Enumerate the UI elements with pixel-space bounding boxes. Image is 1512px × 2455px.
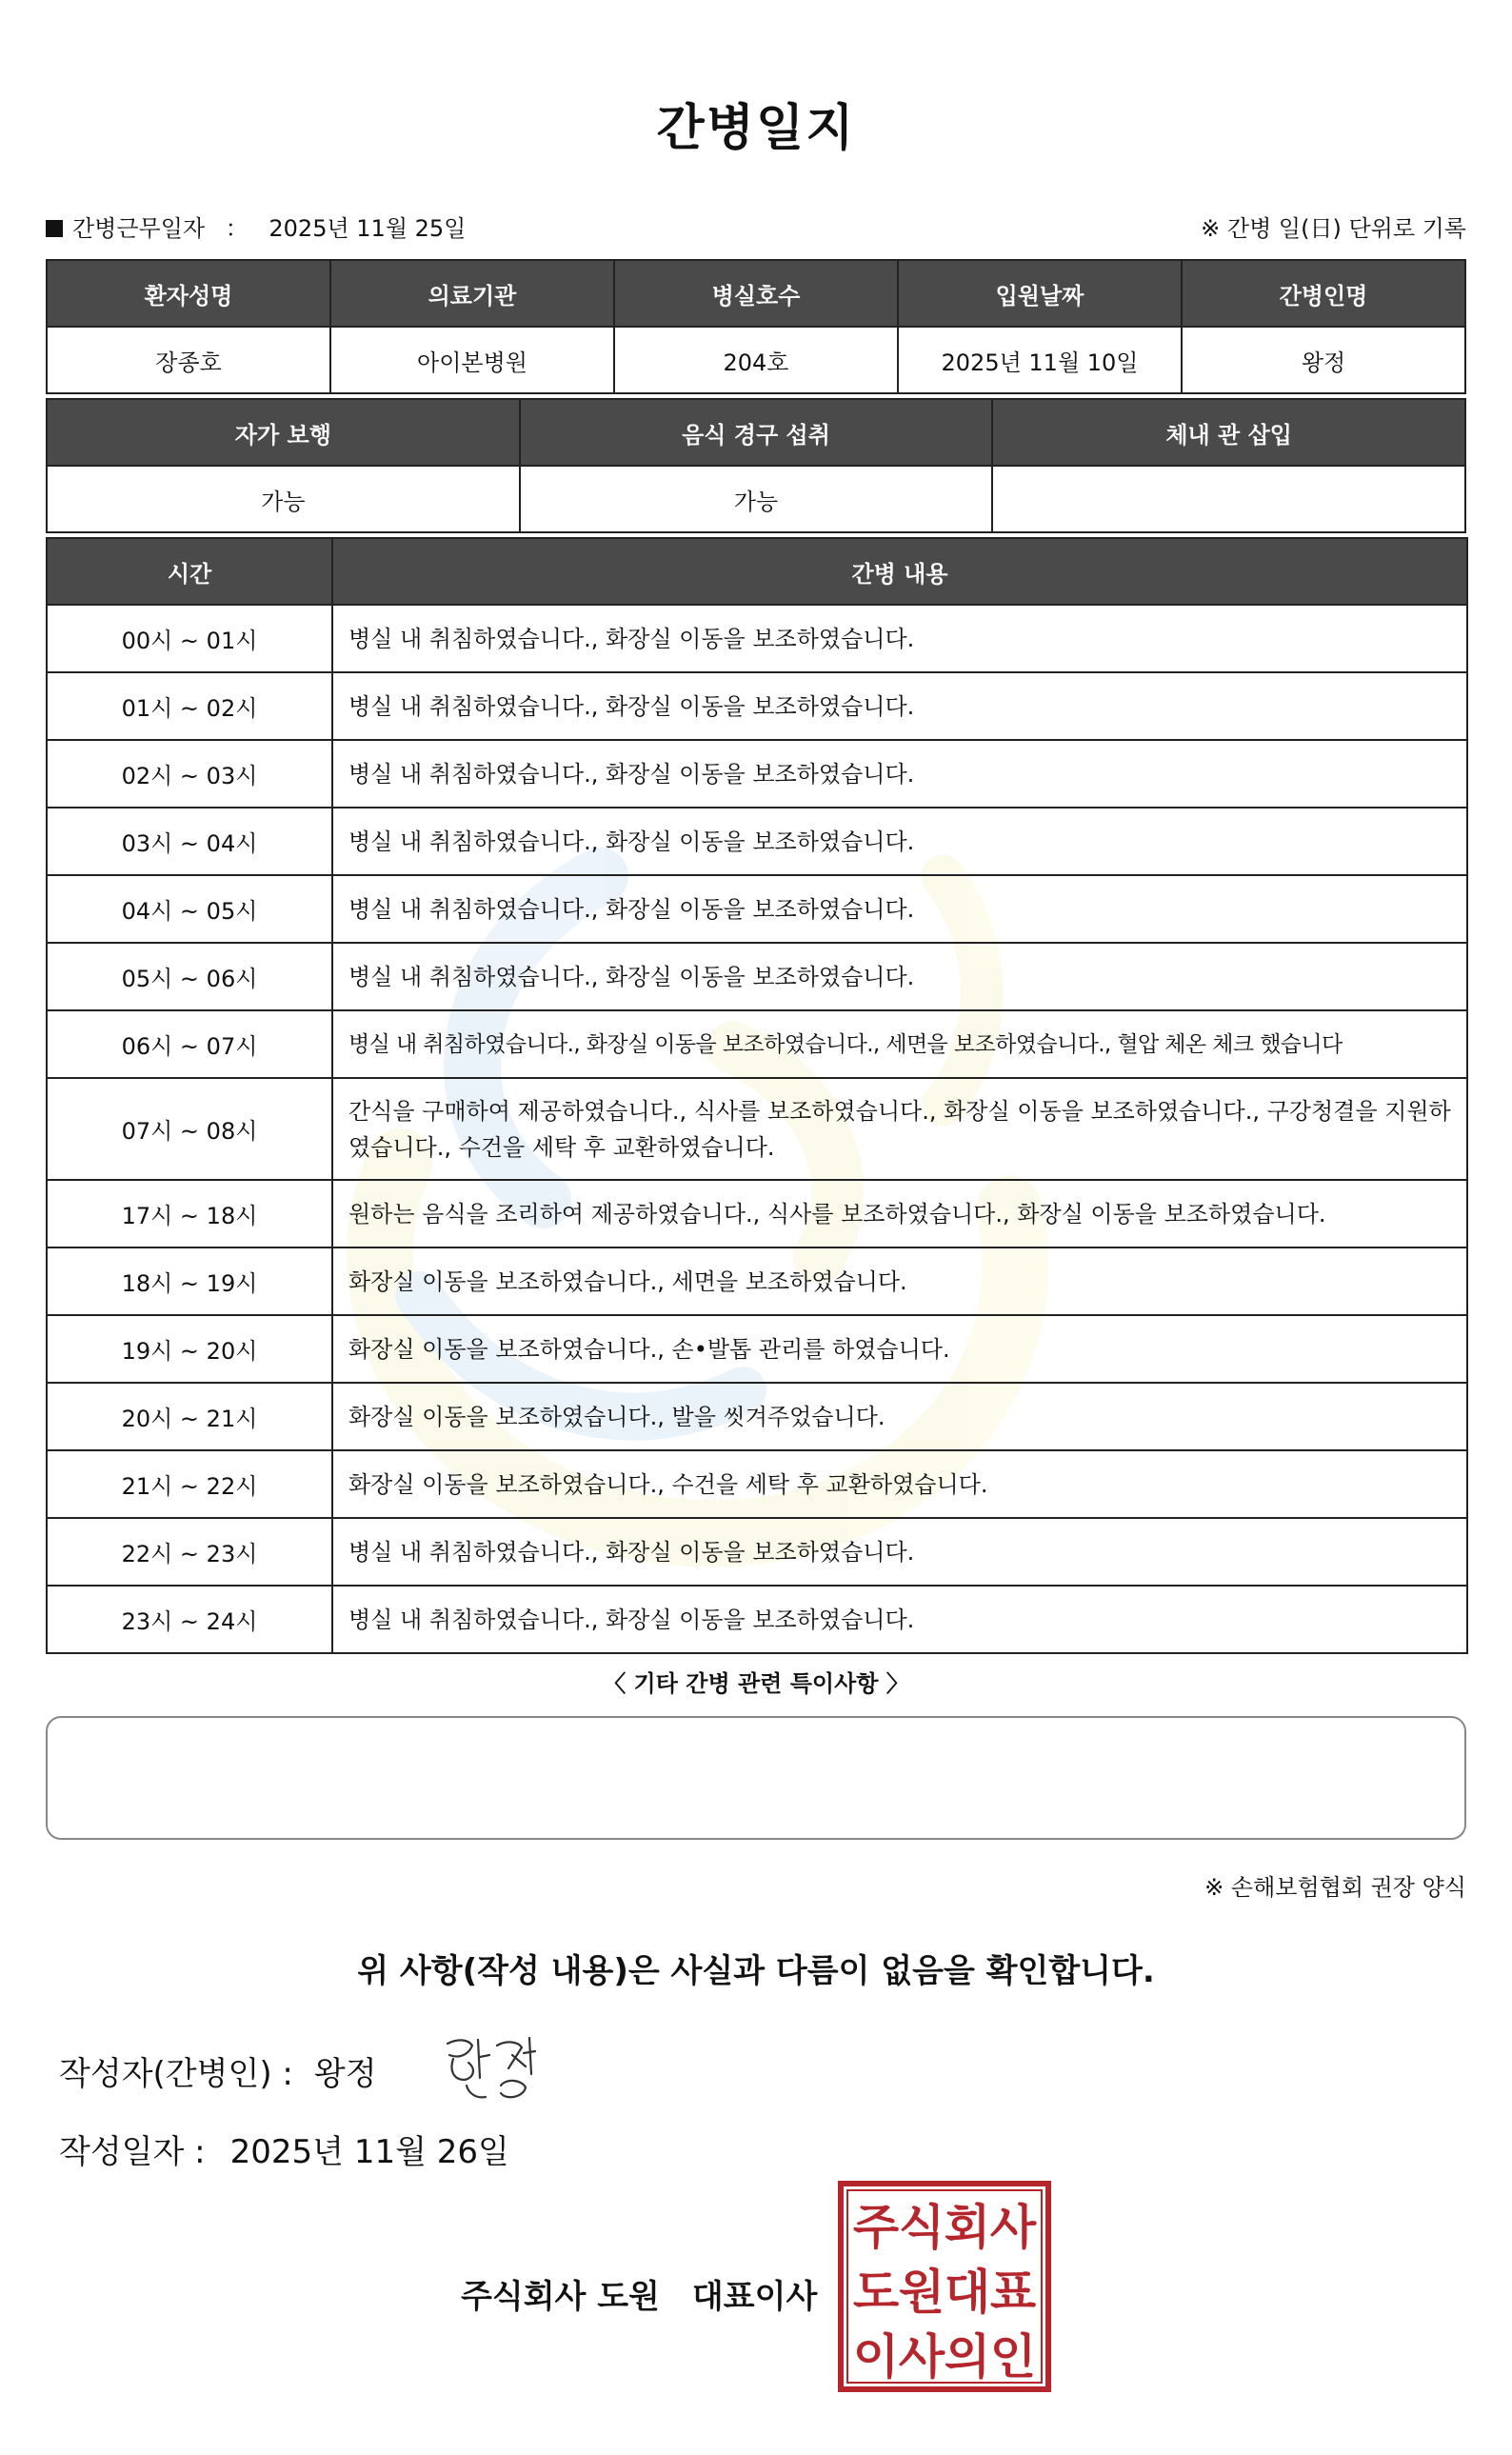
content-cell: 병실 내 취침하였습니다., 화장실 이동을 보조하였습니다.	[332, 1586, 1467, 1653]
table-row	[47, 1586, 1467, 1653]
table-row	[47, 875, 1467, 943]
table-row	[47, 808, 1467, 875]
content-cell: 병실 내 취침하였습니다., 화장실 이동을 보조하였습니다.	[332, 808, 1467, 875]
content-cell: 원하는 음식을 조리하여 제공하였습니다., 식사를 보조하였습니다., 화장실 이동을 보조하였습니다.	[332, 1180, 1467, 1247]
patient-status-table	[46, 398, 1466, 533]
svg-text:원: 원	[898, 2265, 945, 2320]
time-cell: 20시 ~ 21시	[47, 1383, 332, 1450]
header-hospital: 의료기관	[330, 260, 614, 327]
page-title: 간병일지	[656, 100, 856, 157]
header-oral-intake: 음식 경구 섭취	[520, 399, 993, 466]
table-row	[47, 1078, 1467, 1180]
written-date-value: 2025년 11월 26일	[229, 2133, 509, 2171]
patient-name: 장종호	[47, 327, 330, 393]
time-cell: 21시 ~ 22시	[47, 1450, 332, 1518]
time-cell: 07시 ~ 08시	[47, 1078, 332, 1180]
time-cell: 01시 ~ 02시	[47, 672, 332, 740]
content-cell: 병실 내 취침하였습니다., 화장실 이동을 보조하였습니다.	[332, 1518, 1467, 1586]
table-row	[47, 605, 1467, 672]
written-date-label: 작성일자 :	[59, 2133, 206, 2171]
time-cell: 18시 ~ 19시	[47, 1247, 332, 1315]
svg-text:의: 의	[944, 2329, 991, 2385]
content-cell: 병실 내 취침하였습니다., 화장실 이동을 보조하였습니다.	[332, 672, 1467, 740]
time-cell: 19시 ~ 20시	[47, 1315, 332, 1383]
content-cell: 간식을 구매하여 제공하였습니다., 식사를 보조하였습니다., 화장실 이동을 보조하였습니다., 구강청결을 지원하였습니다., 수건을 세탁 후 교환하였습니다.	[332, 1078, 1467, 1180]
patient-info-table	[46, 259, 1466, 394]
writer-line	[59, 2047, 377, 2094]
table-row	[47, 1450, 1467, 1518]
time-cell: 03시 ~ 04시	[47, 808, 332, 875]
content-cell: 병실 내 취침하였습니다., 화장실 이동을 보조하였습니다.	[332, 943, 1467, 1010]
time-cell: 17시 ~ 18시	[47, 1180, 332, 1247]
notes-box	[46, 1716, 1466, 1840]
svg-text:식: 식	[898, 2200, 945, 2255]
meta-row	[46, 210, 1466, 244]
content-cell: 병실 내 취침하였습니다., 화장실 이동을 보조하였습니다.	[332, 605, 1467, 672]
svg-text:주: 주	[852, 2200, 900, 2255]
svg-text:사: 사	[898, 2329, 945, 2385]
table-row	[47, 740, 1467, 808]
header-admission-date: 입원날짜	[898, 260, 1182, 327]
confirmation-statement: 위 사항(작성 내용)은 사실과 다름이 없음을 확인합니다.	[357, 1952, 1155, 1990]
header-room: 병실호수	[614, 260, 898, 327]
table-row	[47, 672, 1467, 740]
content-cell: 화장실 이동을 보조하였습니다., 손•발톱 관리를 하였습니다.	[332, 1315, 1467, 1383]
content-cell: 병실 내 취침하였습니다., 화장실 이동을 보조하였습니다., 세면을 보조하였습니다., 혈압 체온 체크 했습니다	[332, 1010, 1467, 1078]
header-tube-insertion: 체내 관 삽입	[992, 399, 1465, 466]
time-cell: 22시 ~ 23시	[47, 1518, 332, 1586]
oral-intake-status: 가능	[520, 466, 993, 532]
svg-text:이: 이	[852, 2329, 900, 2385]
writer-label: 작성자(간병인) :	[59, 2055, 293, 2093]
form-source-note: ※ 손해보험협회 권장 양식	[1204, 1874, 1466, 1901]
header-time: 시간	[47, 538, 332, 605]
time-cell: 23시 ~ 24시	[47, 1586, 332, 1653]
table-row	[47, 1383, 1467, 1450]
written-date-line	[59, 2126, 509, 2172]
time-cell: 02시 ~ 03시	[47, 740, 332, 808]
table-row	[47, 1315, 1467, 1383]
caregiver-name: 왕정	[1182, 327, 1465, 393]
time-cell: 06시 ~ 07시	[47, 1010, 332, 1078]
company-line	[461, 2270, 817, 2317]
tube-insertion-status	[992, 466, 1465, 532]
handwritten-signature	[440, 2030, 543, 2106]
content-cell: 화장실 이동을 보조하였습니다., 발을 씻겨주었습니다.	[332, 1383, 1467, 1450]
walking-status: 가능	[47, 466, 520, 532]
svg-text:표: 표	[989, 2265, 1037, 2320]
work-date-value: 2025년 11월 25일	[269, 215, 467, 242]
content-cell: 화장실 이동을 보조하였습니다., 수건을 세탁 후 교환하였습니다.	[332, 1450, 1467, 1518]
notes-title: 〈 기타 간병 관련 특이사항 〉	[603, 1670, 909, 1697]
unit-note: ※ 간병 일(日) 단위로 기록	[1201, 215, 1466, 242]
svg-text:대: 대	[944, 2265, 991, 2320]
company-seal	[838, 2181, 1051, 2392]
svg-text:도: 도	[852, 2265, 900, 2320]
hospital-name: 아이본병원	[330, 327, 614, 393]
content-cell: 화장실 이동을 보조하였습니다., 세면을 보조하였습니다.	[332, 1247, 1467, 1315]
table-row	[47, 1010, 1467, 1078]
time-cell: 04시 ~ 05시	[47, 875, 332, 943]
header-patient-name: 환자성명	[47, 260, 330, 327]
care-log-table	[46, 537, 1468, 1654]
content-cell: 병실 내 취침하였습니다., 화장실 이동을 보조하였습니다.	[332, 740, 1467, 808]
svg-text:인: 인	[989, 2329, 1037, 2385]
content-cell: 병실 내 취침하였습니다., 화장실 이동을 보조하였습니다.	[332, 875, 1467, 943]
writer-name: 왕정	[313, 2055, 377, 2093]
time-cell: 00시 ~ 01시	[47, 605, 332, 672]
header-caregiver-name: 간병인명	[1182, 260, 1465, 327]
square-bullet-icon	[46, 220, 63, 237]
work-date-separator: ：	[225, 215, 249, 242]
admission-date: 2025년 11월 10일	[898, 327, 1182, 393]
representative-title: 대표이사	[691, 2278, 818, 2316]
time-cell: 05시 ~ 06시	[47, 943, 332, 1010]
company-name: 주식회사 도원	[461, 2278, 660, 2316]
table-row	[47, 1180, 1467, 1247]
svg-text:사: 사	[989, 2200, 1037, 2255]
room-number: 204호	[614, 327, 898, 393]
table-row	[47, 1518, 1467, 1586]
header-care-content: 간병 내용	[332, 538, 1467, 605]
table-row	[47, 1247, 1467, 1315]
header-walking: 자가 보행	[47, 399, 520, 466]
table-row	[47, 943, 1467, 1010]
svg-text:회: 회	[944, 2200, 991, 2255]
work-date	[46, 210, 466, 243]
work-date-label: 간병근무일자	[72, 215, 206, 242]
